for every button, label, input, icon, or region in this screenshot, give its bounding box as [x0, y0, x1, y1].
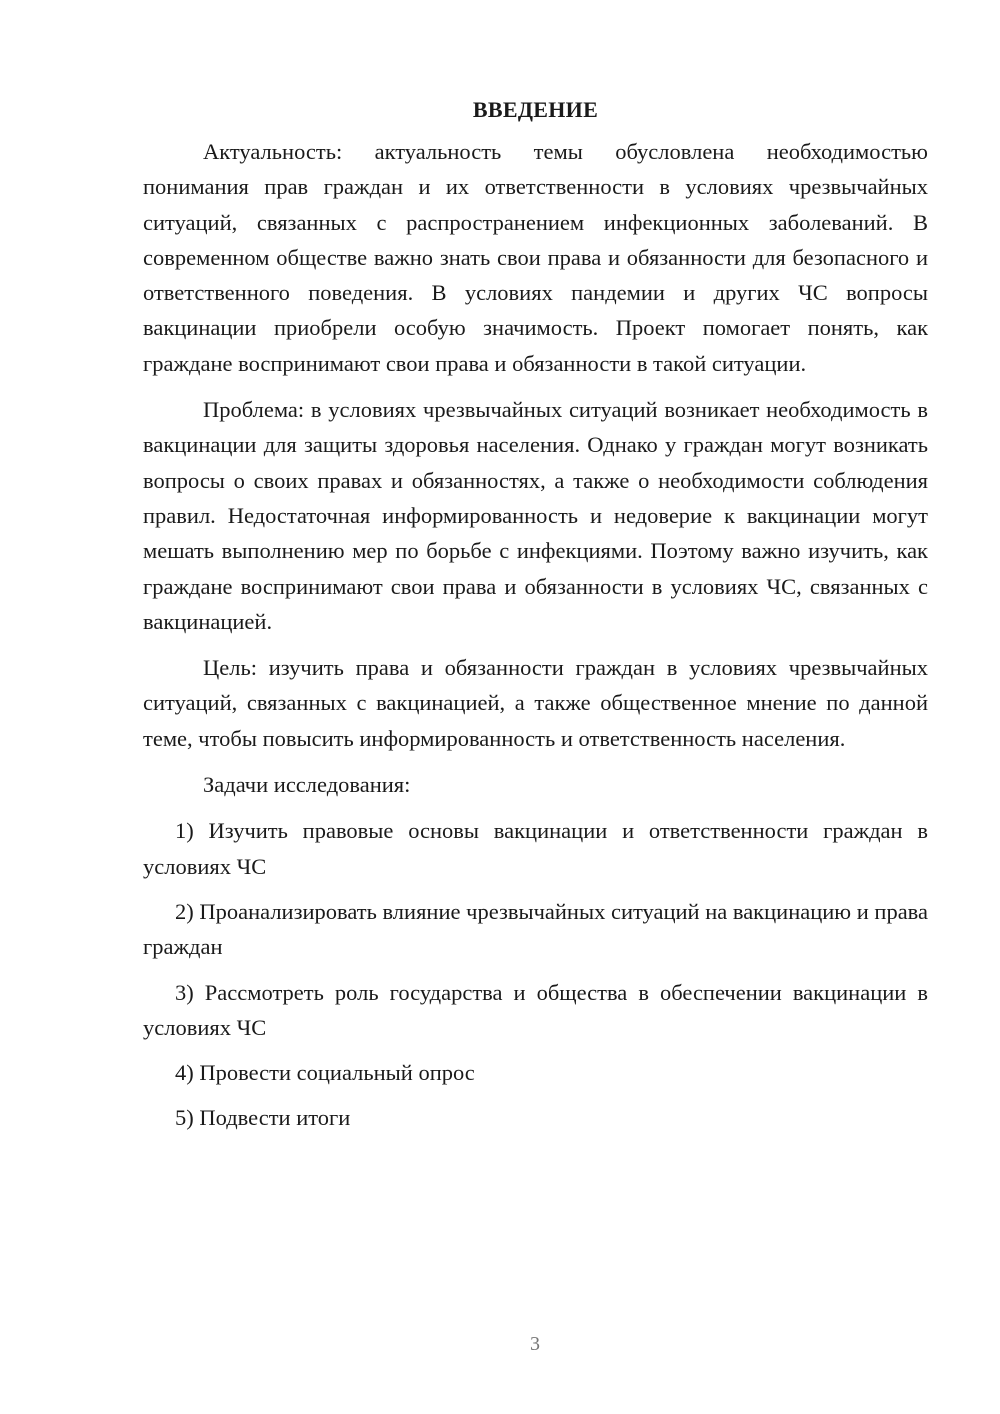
list-item: 1) Изучить правовые основы вакцинации и ответственности граждан в условиях ЧС — [143, 818, 928, 879]
list-item: 2) Проанализировать влияние чрезвычайных ситуаций на вакцинацию и права граждан — [143, 898, 928, 960]
list-item: 5) Подвести итоги — [175, 1105, 351, 1131]
page-number: 3 — [530, 1333, 540, 1355]
paragraph-relevance: Актуальность: актуальность темы обусловлена необходимостью понимания прав граждан и их ответственности в условиях чрезвычайных ситуаций, связанных с распространением инфекционных заболеваний. В современном обществе важно знать свои права и обязанности для безопасного и ответственного поведения. В условиях пандемии и других ЧС вопросы вакцинации приобрели особую значимость. Проект помогает понять, как граждане воспринимают свои права и обязанности в такой ситуации. — [143, 139, 928, 376]
list-item: 3) Рассмотреть роль государства и общества в обеспечении вакцинации в условиях ЧС — [143, 979, 928, 1040]
paragraph-goal: Цель: изучить права и обязанности граждан в условиях чрезвычайных ситуаций, связанных с вакцинацией, а также общественное мнение по данной теме, чтобы повысить информированность и ответственность населения. — [143, 655, 928, 751]
tasks-heading: Задачи исследования: — [203, 772, 411, 798]
tasks-list — [143, 813, 928, 1135]
paragraph-problem: Проблема: в условиях чрезвычайных ситуаций возникает необходимость в вакцинации для защиты здоровья населения. Однако у граждан могут возникать вопросы о своих правах и обязанностях, а также о необходимости соблюдения правил. Недостаточная информированность и недоверие к вакцинации могут мешать выполнению мер по борьбе с инфекциями. Поэтому важно изучить, как граждане воспринимают свои права и обязанности в условиях ЧС, связанных с вакцинацией. — [143, 397, 928, 634]
list-item: 4) Провести социальный опрос — [175, 1060, 475, 1086]
document-page — [143, 92, 928, 1146]
page-title: ВВЕДЕНИЕ — [472, 97, 599, 122]
